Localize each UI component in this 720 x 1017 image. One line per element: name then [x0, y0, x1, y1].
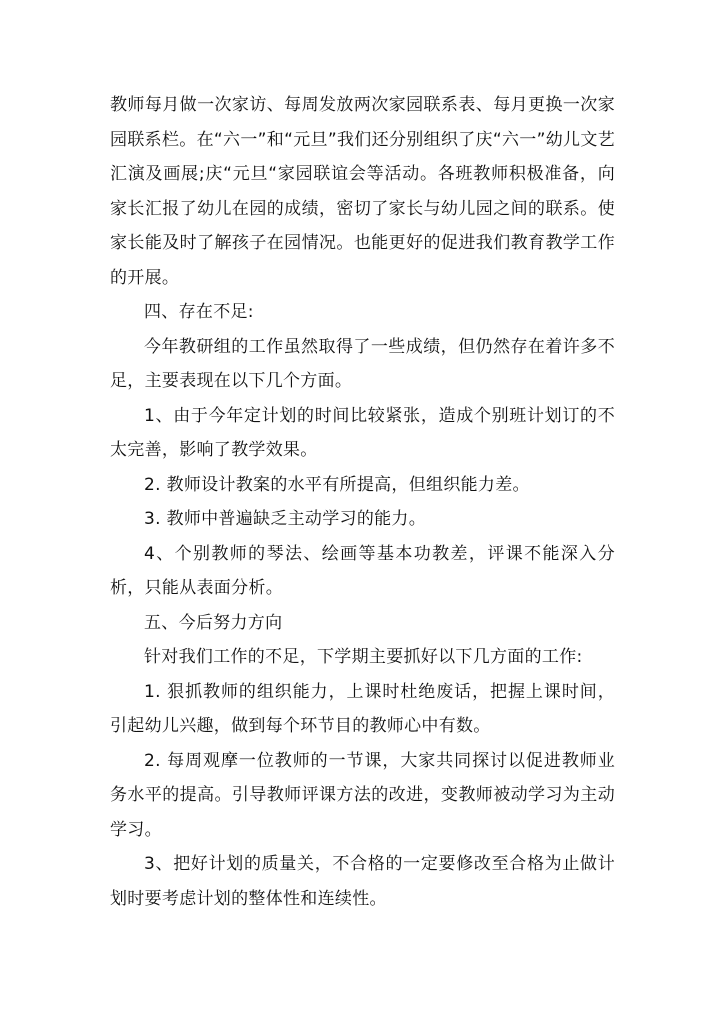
list-item-shortcoming-4: 4、个别教师的琴法、绘画等基本功教差，评课不能深入分析，只能从表面分析。	[110, 543, 615, 598]
paragraph-home-contact: 教师每月做一次家访、每周发放两次家园联系表、每月更换一次家园联系栏。在“六一”和“元旦”我们还分别组织了庆“六一”幼儿文艺汇演及画展;庆“元旦“家园联谊会等活动。各班教师积极准备，向家长汇报了幼儿在园的成绩，密切了家长与幼儿园之间的联系。使家长能及时了解孩子在园情况。也能更好的促进我们教育教学工作的开展。	[110, 95, 615, 288]
list-item-shortcoming-2: 2. 教师设计教案的水平有所提高，但组织能力差。	[144, 474, 530, 495]
list-item-shortcoming-1: 1、由于今年定计划的时间比较紧张，造成个别班计划订的不太完善，影响了教学效果。	[110, 405, 615, 460]
paragraph-shortcomings-intro: 今年教研组的工作虽然取得了一些成绩，但仍然存在着许多不足，主要表现在以下几个方面。	[110, 336, 615, 391]
paragraph-future-intro: 针对我们工作的不足，下学期主要抓好以下几方面的工作:	[144, 647, 583, 667]
list-item-direction-1: 1. 狠抓教师的组织能力，上课时杜绝废话，把握上课时间，引起幼儿兴趣，做到每个环节目的教师心中有数。	[110, 681, 615, 736]
list-item-shortcoming-3: 3. 教师中普遍缺乏主动学习的能力。	[144, 509, 427, 529]
list-item-direction-3: 3、把好计划的质量关，不合格的一定要修改至合格为止做计划时要考虑计划的整体性和连续性。	[110, 854, 615, 909]
heading-future-direction: 五、今后努力方向	[144, 612, 283, 633]
list-item-direction-2: 2. 每周观摩一位教师的一节课，大家共同探讨以促进教师业务水平的提高。引导教师评课方法的改进，变教师被动学习为主动学习。	[110, 750, 615, 840]
document-body	[110, 88, 615, 916]
heading-shortcomings: 四、存在不足:	[144, 302, 254, 322]
